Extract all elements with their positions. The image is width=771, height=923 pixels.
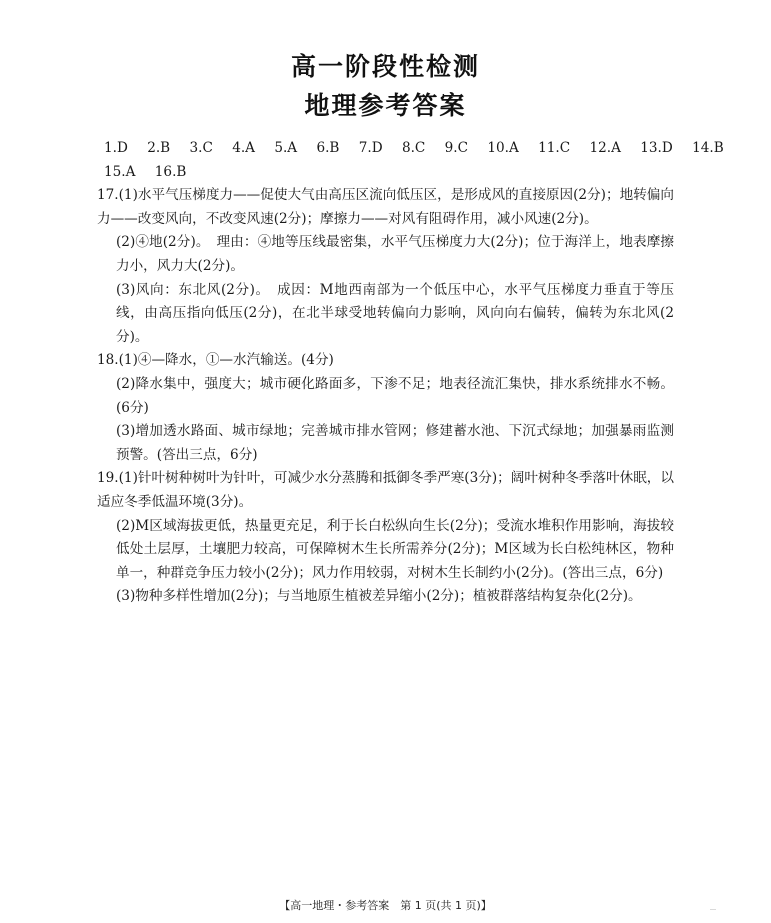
question-17	[97, 184, 674, 349]
mc-answer: 8.C	[401, 140, 426, 156]
mc-answer: 14.B	[692, 140, 724, 156]
question-19-part-3: (3)物种多样性增加(2分)；与当地原生植被差异缩小(2分)；植被群落结构复杂化(2分)。	[116, 588, 642, 605]
mc-answer: 5.A	[274, 140, 298, 156]
question-17-part-2: (2)④地(2分)。 理由：④地等压线最密集，水平气压梯度力大(2分)；位于海洋上，地表摩擦力小，风力大(2分)。	[116, 234, 674, 274]
mc-answer: 1.D	[104, 140, 128, 156]
mc-answer: 4.A	[232, 140, 255, 156]
mc-answer: 6.B	[316, 140, 340, 156]
page-subtitle: 地理参考答案	[304, 91, 467, 120]
page-footer: 【高一地理・参考答案 第 1 页(共 1 页)】	[279, 899, 492, 912]
question-17-part-3: (3)风向：东北风(2分)。 成因：M地西南部为一个低压中心，水平气压梯度力垂直于等压线，由高压指向低压(2分)，在北半球受地转偏向力影响，风向向右偏转，偏转为东北风(2分)。	[116, 281, 674, 345]
multiple-choice-row-2	[104, 161, 674, 185]
question-19	[97, 467, 674, 609]
multiple-choice-row-1	[104, 137, 724, 161]
question-18	[97, 349, 674, 467]
page-title: 高一阶段性检测	[290, 52, 480, 81]
mc-answer: 7.D	[358, 140, 383, 156]
mc-answer: 15.A	[104, 163, 136, 180]
corner-mark: …	[710, 905, 716, 912]
question-17-part-1: 17.(1)水平气压梯度力——促使大气由高压区流向低压区，是形成风的直接原因(2分)；地转偏向力——改变风向，不改变风速(2分)；摩擦力——对风有阻碍作用，减小风速(2分)。	[97, 187, 674, 227]
mc-answer: 2.B	[147, 140, 171, 156]
mc-answer: 9.C	[444, 140, 469, 156]
mc-answer: 16.B	[154, 163, 187, 180]
question-18-part-3: (3)增加透水路面、城市绿地；完善城市排水管网；修建蓄水池、下沉式绿地；加强暴雨监测预警。(答出三点，6分)	[116, 423, 674, 463]
question-18-part-1: 18.(1)④—降水，①—水汽输送。(4分)	[97, 352, 334, 369]
question-18-part-2: (2)降水集中，强度大；城市硬化路面多，下渗不足；地表径流汇集快，排水系统排水不畅。(6分)	[116, 375, 674, 416]
mc-answer: 12.A	[589, 140, 621, 156]
answer-content	[97, 137, 724, 609]
mc-answer: 3.C	[189, 140, 213, 156]
question-19-part-2: (2)M区域海拔更低，热量更充足，利于长白松纵向生长(2分)；受流水堆积作用影响，海拔较低处土层厚，土壤肥力较高，可保障树木生长所需养分(2分)；M区域为长白松纯林区，物种单一，种群竞争压力较小(2分)；风力作用较弱，对树木生长制约小(2分)。(答出三点，6分)	[116, 517, 674, 581]
mc-answer: 10.A	[487, 140, 519, 156]
question-19-part-1: 19.(1)针叶树种树叶为针叶，可减少水分蒸腾和抵御冬季严寒(3分)；阔叶树种冬季落叶休眠，以适应冬季低温环境(3分)。	[97, 470, 674, 510]
mc-answer: 13.D	[640, 140, 673, 156]
mc-answer: 11.C	[538, 140, 571, 156]
